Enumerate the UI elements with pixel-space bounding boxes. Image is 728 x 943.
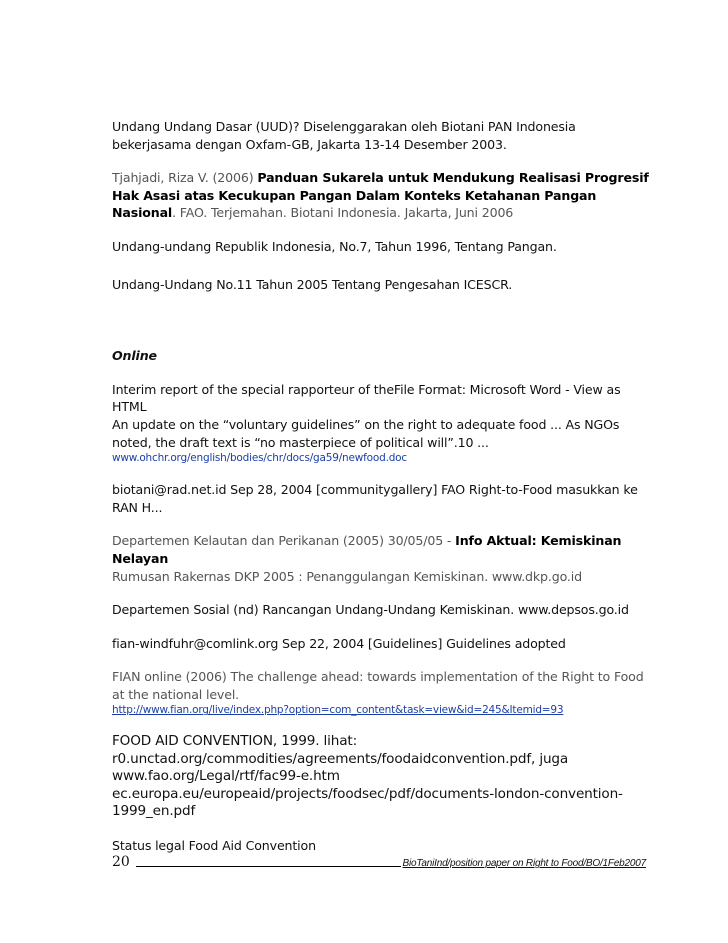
section-heading-online: Online xyxy=(112,348,157,364)
footer-text: BioTaniInd/position paper on Right to Food/BO/1Feb2007 xyxy=(402,858,646,869)
online-depsos-reference: Departemen Sosial (nd) Rancangan Undang-Undang Kemiskinan. www.depsos.go.id xyxy=(112,602,629,618)
online-interim-report-url[interactable]: www.ohchr.org/english/bodies/chr/docs/ga59/newfood.doc xyxy=(112,452,407,465)
document-body xyxy=(112,118,652,854)
online-fian-email: fian-windfuhr@comlink.org Sep 22, 2004 [Guidelines] Guidelines adopted xyxy=(112,635,566,651)
page-footer xyxy=(112,850,646,870)
online-dkp-title: Info Aktual: Kemiskinan Nelayan xyxy=(112,533,622,566)
page-number: 20 xyxy=(112,854,130,870)
reference-tjahjadi-publisher: . FAO. Terjemahan. Biotani Indonesia. Jakarta, Juni 2006 xyxy=(172,205,514,221)
online-fian-title: FIAN online (2006) The challenge ahead: towards implementation of the Right to Food at the national level. xyxy=(112,669,644,702)
reference-uu-icescr: Undang-Undang No.11 Tahun 2005 Tentang Pengesahan ICESCR. xyxy=(112,276,513,292)
online-biotani-email: biotani@rad.net.id Sep 28, 2004 [communitygallery] FAO Right-to-Food masukkan ke RAN H... xyxy=(112,482,638,515)
online-fian-url[interactable]: http://www.fian.org/live/index.php?option=com_content&task=view&id=245&Itemid=93 xyxy=(112,704,564,717)
reference-uu-pangan: Undang-undang Republik Indonesia, No.7, Tahun 1996, Tentang Pangan. xyxy=(112,238,557,254)
online-dkp-line2: Rumusan Rakernas DKP 2005 : Penanggulangan Kemiskinan. www.dkp.go.id xyxy=(112,568,582,584)
reference-tjahjadi-author: Tjahjadi, Riza V. (2006) xyxy=(112,170,258,186)
footer-rule xyxy=(136,866,401,867)
reference-tjahjadi-title: Panduan Sukarela untuk Mendukung Realisasi Progresif Hak Asasi atas Kecukupan Pangan Dalam Konteks Ketahanan Pangan Nasional xyxy=(112,170,649,221)
online-food-aid-line4: ec.europa.eu/europeaid/projects/foodsec/pdf/documents-london-convention-1999_en.pdf xyxy=(112,785,623,820)
reference-uud: Undang Undang Dasar (UUD)? Diselenggarakan oleh Biotani PAN Indonesia bekerjasama dengan Oxfam-GB, Jakarta 13-14 Desember 2003. xyxy=(112,119,576,152)
online-food-aid-line3: www.fao.org/Legal/rtf/fac99-e.htm xyxy=(112,768,340,785)
online-interim-report-title[interactable]: Interim report of the special rapporteur of theFile Format: Microsoft Word - View as HTML xyxy=(112,381,621,415)
online-food-aid-line1: FOOD AID CONVENTION, 1999. lihat: xyxy=(112,733,358,750)
online-food-aid-line2: r0.unctad.org/commodities/agreements/foodaidconvention.pdf, juga xyxy=(112,750,569,767)
online-dkp-prefix: Departemen Kelautan dan Perikanan (2005) 30/05/05 - xyxy=(112,533,456,549)
online-interim-report-desc: An update on the “voluntary guidelines” on the right to adequate food ... As NGOs noted, the draft text is “no masterpiece of political will”.10 ... xyxy=(112,416,620,450)
reference-tjahjadi xyxy=(112,169,652,222)
online-status-legal: Status legal Food Aid Convention xyxy=(112,837,316,853)
online-dkp-reference xyxy=(112,532,652,567)
